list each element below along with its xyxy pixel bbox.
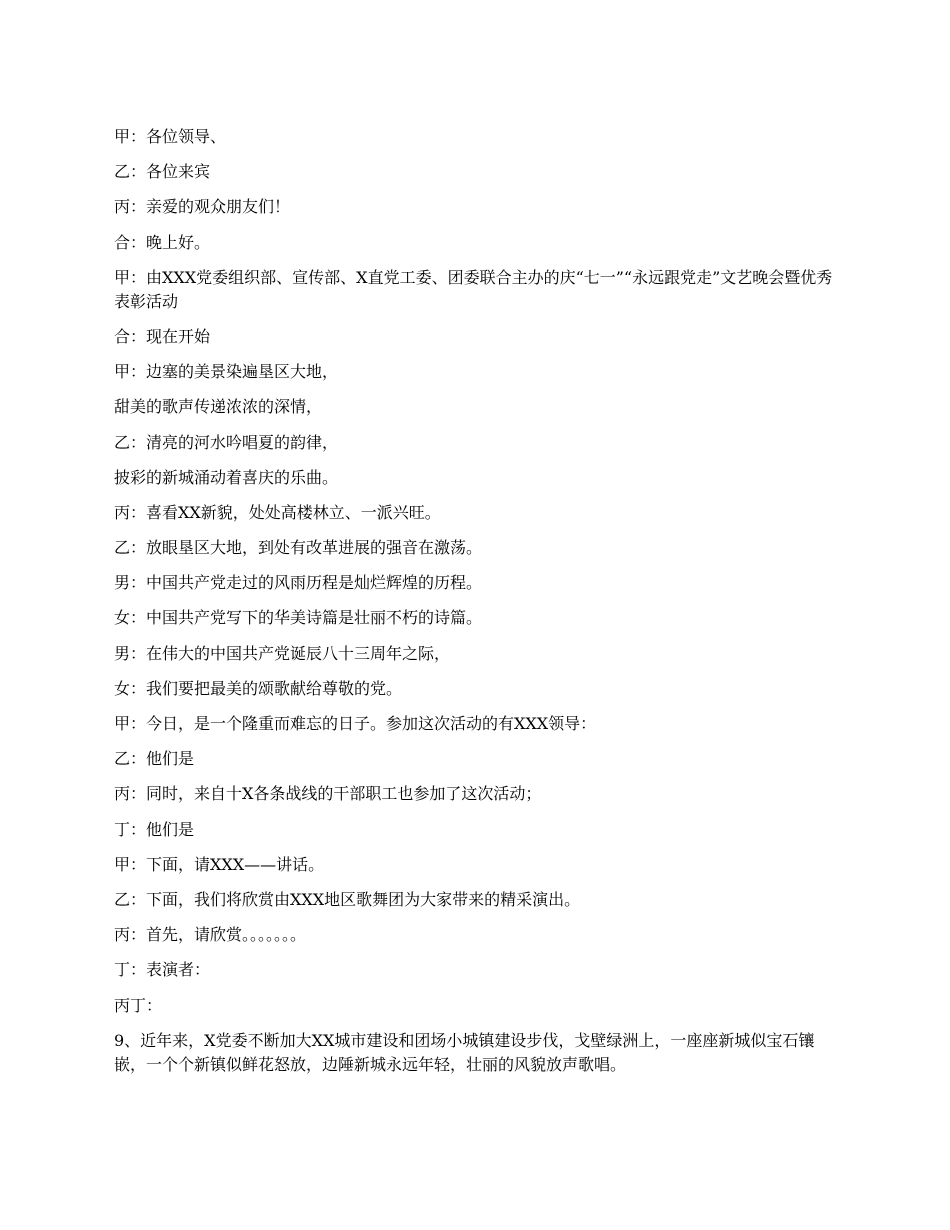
script-line: 乙：下面，我们将欣赏由XXX地区歌舞团为大家带来的精采演出。 bbox=[114, 889, 581, 909]
script-line: 女：我们要把最美的颂歌献给尊敬的党。 bbox=[114, 678, 403, 698]
script-line: 男：在伟大的中国共产党诞辰八十三周年之际， bbox=[114, 643, 451, 663]
script-line: 丁：表演者： bbox=[114, 960, 211, 980]
script-line: 甲：各位领导、 bbox=[114, 127, 227, 146]
script-line: 丙：喜看XX新貌，处处高楼林立、一派兴旺。 bbox=[114, 502, 441, 522]
document-body bbox=[114, 125, 838, 1088]
script-line: 甲：今日，是一个隆重而难忘的日子。参加这次活动的有XXX领导： bbox=[114, 714, 597, 733]
script-line: 合：现在开始 bbox=[114, 326, 211, 346]
script-line: 披彩的新城涌动着喜庆的乐曲。 bbox=[114, 467, 339, 487]
script-line: 男：中国共产党走过的风雨历程是灿烂辉煌的历程。 bbox=[114, 573, 483, 593]
script-line: 丙：首先，请欣赏。。。。。。。 bbox=[114, 925, 307, 945]
script-line: 丙丁： bbox=[114, 995, 163, 1015]
closing-paragraph: 9、近年来，X党委不断加大XX城市建设和团场小城镇建设步伐，戈壁绿洲上，一座座新城似宝石镶嵌，一个个新镇似鲜花怒放，边陲新城永远年轻，壮丽的风貌放声歌唱。 bbox=[114, 1030, 815, 1074]
script-line: 丙：亲爱的观众朋友们！ bbox=[114, 197, 291, 217]
script-line: 甲：下面，请XXX——讲话。 bbox=[114, 854, 325, 874]
script-line: 乙：放眼垦区大地，到处有改革进展的强音在激荡。 bbox=[114, 538, 483, 558]
script-line: 乙：清亮的河水吟唱夏的韵律， bbox=[114, 432, 339, 452]
script-line: 甲：由XXX党委组织部、宣传部、X直党工委、团委联合主办的庆“七一”“永远跟党走”文艺晚会暨优秀表彰活动 bbox=[114, 267, 833, 311]
script-line: 甲：边塞的美景染遍垦区大地， bbox=[114, 362, 339, 382]
script-line: 乙：他们是 bbox=[114, 749, 195, 769]
script-line: 丁：他们是 bbox=[114, 819, 195, 839]
script-line: 甜美的歌声传递浓浓的深情， bbox=[114, 397, 323, 417]
script-line: 合：晚上好。 bbox=[114, 232, 211, 252]
script-line: 丙：同时，来自十X各条战线的干部职工也参加了这次活动； bbox=[114, 784, 542, 804]
script-line: 女：中国共产党写下的华美诗篇是壮丽不朽的诗篇。 bbox=[114, 608, 483, 628]
script-line: 乙：各位来宾 bbox=[114, 162, 211, 182]
